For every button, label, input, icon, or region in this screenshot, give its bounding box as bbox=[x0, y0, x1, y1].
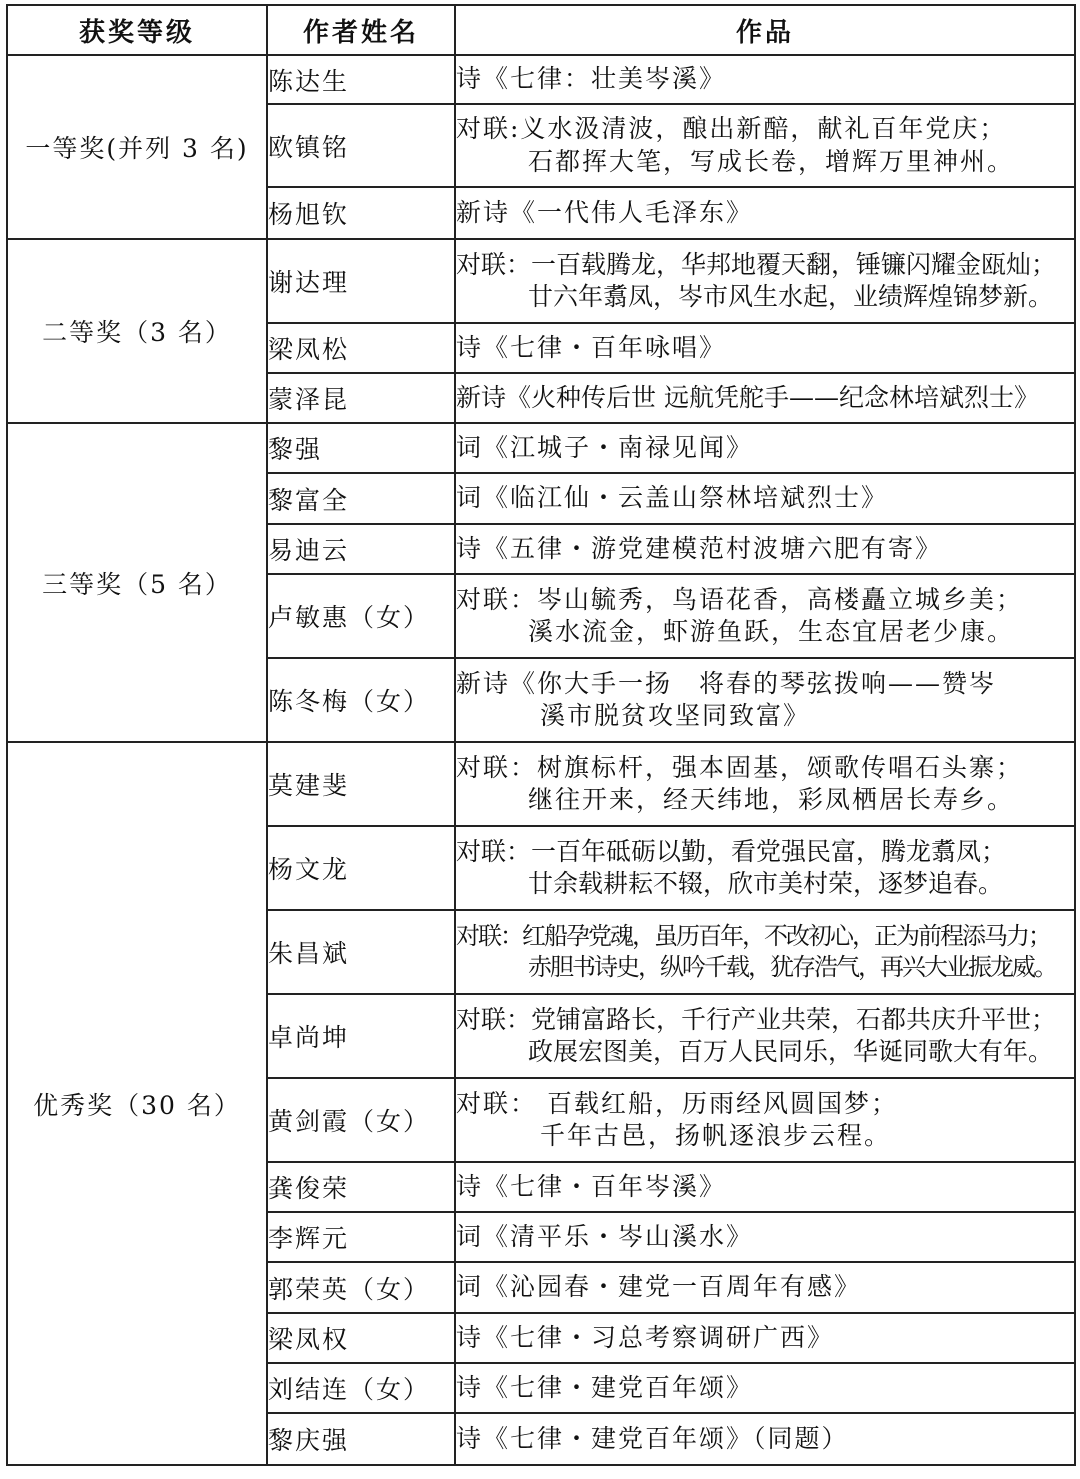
author-name: 欧镇铭 bbox=[267, 104, 455, 187]
award-level: 二等奖（3 名） bbox=[7, 239, 267, 423]
work-title: 词《沁园春・建党一百周年有感》 bbox=[455, 1262, 1075, 1313]
author-name: 龚俊荣 bbox=[267, 1162, 455, 1212]
table-row bbox=[7, 423, 1075, 473]
author-name: 陈冬梅（女） bbox=[267, 658, 455, 742]
awards-table bbox=[6, 4, 1076, 1466]
author-name: 朱昌斌 bbox=[267, 910, 455, 994]
author-name: 杨文龙 bbox=[267, 826, 455, 910]
award-level: 一等奖(并列 3 名) bbox=[7, 55, 267, 239]
author-name: 郭荣英（女） bbox=[267, 1262, 455, 1313]
work-title: 对联:义水汲清波，酿出新醅，献礼百年党庆； 石都挥大笔，写成长卷，增辉万里神州。 bbox=[455, 104, 1075, 187]
author-name: 黎强 bbox=[267, 423, 455, 473]
work-title: 对联： 百载红船，历雨经风圆国梦； 千年古邑，扬帆逐浪步云程。 bbox=[455, 1078, 1075, 1162]
work-title: 对联：一百载腾龙，华邦地覆天翻，锤镰闪耀金瓯灿； 廿六年翥凤，岑市风生水起，业绩辉煌锦梦新。 bbox=[455, 239, 1075, 323]
header-work: 作品 bbox=[455, 5, 1075, 55]
work-title: 诗《五律・游党建模范村波塘六肥有寄》 bbox=[455, 524, 1075, 574]
header-author: 作者姓名 bbox=[267, 5, 455, 55]
table-row bbox=[7, 742, 1075, 826]
author-name: 莫建斐 bbox=[267, 742, 455, 826]
work-title: 诗《七律・百年岑溪》 bbox=[455, 1162, 1075, 1212]
work-title: 诗《七律・百年咏唱》 bbox=[455, 323, 1075, 373]
work-title: 新诗《火种传后世 远航凭舵手——纪念林培斌烈士》 bbox=[455, 373, 1075, 423]
author-name: 梁凤松 bbox=[267, 323, 455, 373]
header-row bbox=[7, 5, 1075, 55]
work-title: 对联：红船孕党魂，虽历百年，不改初心，正为前程添马力； 赤胆书诗史，纵吟千载，犹存浩气，再兴大业振龙威。 bbox=[455, 910, 1075, 994]
work-title: 对联：一百年砥砺以勤，看党强民富，腾龙翥凤； 廿余载耕耘不辍，欣市美村荣，逐梦追春。 bbox=[455, 826, 1075, 910]
header-level: 获奖等级 bbox=[7, 5, 267, 55]
award-level: 优秀奖（30 名） bbox=[7, 742, 267, 1465]
author-name: 蒙泽昆 bbox=[267, 373, 455, 423]
work-title: 诗《七律・习总考察调研广西》 bbox=[455, 1313, 1075, 1363]
author-name: 黎富全 bbox=[267, 473, 455, 524]
author-name: 谢达理 bbox=[267, 239, 455, 323]
work-title: 对联：党铺富路长，千行产业共荣，石都共庆升平世； 政展宏图美，百万人民同乐，华诞同歌大有年。 bbox=[455, 994, 1075, 1078]
author-name: 刘结连（女） bbox=[267, 1363, 455, 1413]
author-name: 陈达生 bbox=[267, 55, 455, 104]
author-name: 杨旭钦 bbox=[267, 187, 455, 239]
author-name: 卓尚坤 bbox=[267, 994, 455, 1078]
work-title: 词《临江仙・云盖山祭林培斌烈士》 bbox=[455, 473, 1075, 524]
author-name: 卢敏惠（女） bbox=[267, 574, 455, 658]
work-title: 新诗《你大手一扬 将春的琴弦拨响——赞岑 溪市脱贫攻坚同致富》 bbox=[455, 658, 1075, 742]
table-row bbox=[7, 55, 1075, 104]
author-name: 梁凤权 bbox=[267, 1313, 455, 1363]
author-name: 黎庆强 bbox=[267, 1413, 455, 1465]
work-title: 诗《七律・建党百年颂》（同题） bbox=[455, 1413, 1075, 1465]
author-name: 易迪云 bbox=[267, 524, 455, 574]
work-title: 词《江城子・南禄见闻》 bbox=[455, 423, 1075, 473]
work-title: 对联：树旗标杆，强本固基，颂歌传唱石头寨； 继往开来，经天纬地，彩凤栖居长寿乡。 bbox=[455, 742, 1075, 826]
work-title: 诗《七律：壮美岑溪》 bbox=[455, 55, 1075, 104]
author-name: 黄剑霞（女） bbox=[267, 1078, 455, 1162]
work-title: 诗《七律・建党百年颂》 bbox=[455, 1363, 1075, 1413]
table-row bbox=[7, 239, 1075, 323]
author-name: 李辉元 bbox=[267, 1212, 455, 1262]
work-title: 新诗《一代伟人毛泽东》 bbox=[455, 187, 1075, 239]
work-title: 对联：岑山毓秀，鸟语花香，高楼矗立城乡美； 溪水流金，虾游鱼跃，生态宜居老少康。 bbox=[455, 574, 1075, 658]
award-level: 三等奖（5 名） bbox=[7, 423, 267, 742]
work-title: 词《清平乐・岑山溪水》 bbox=[455, 1212, 1075, 1262]
